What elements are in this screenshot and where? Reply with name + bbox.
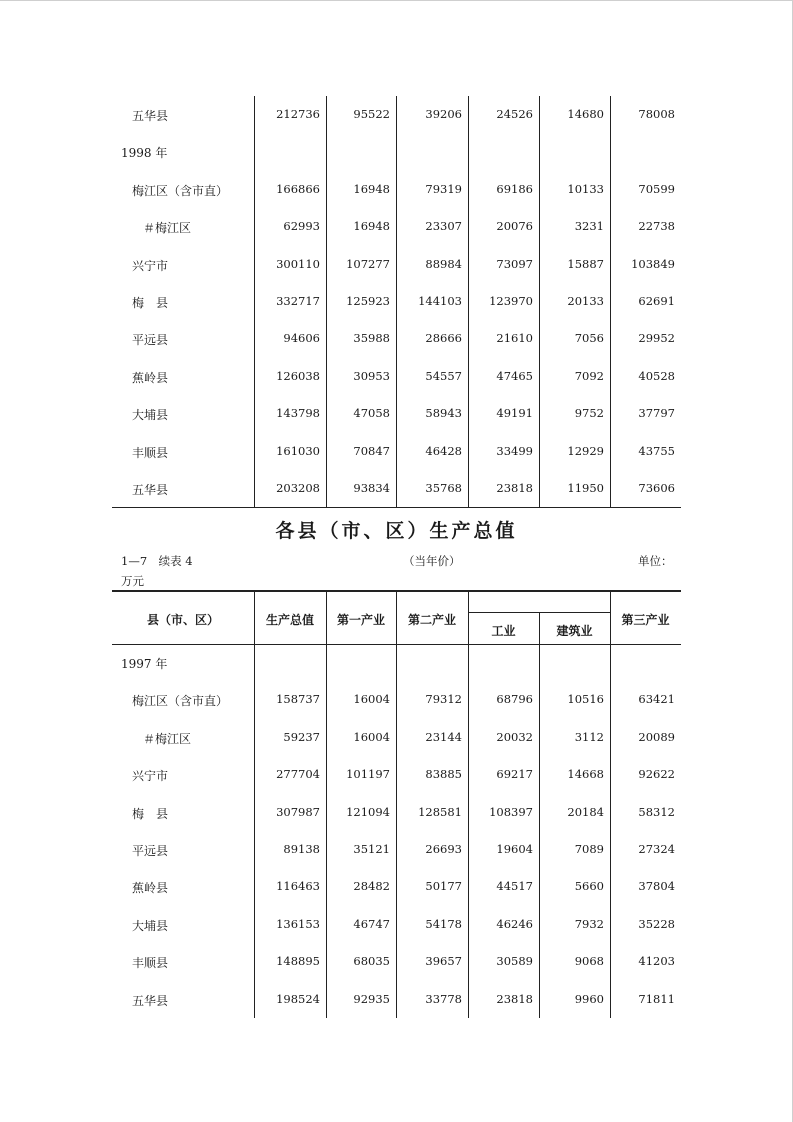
header-county: 县（市、区） — [146, 613, 219, 627]
header-primary: 第一产业 — [336, 613, 385, 627]
value-cell: 88984 — [425, 256, 462, 271]
value-cell: 16004 — [353, 729, 390, 744]
header-industry: 工业 — [491, 624, 516, 638]
value-cell: 125923 — [346, 294, 390, 308]
value-cell: 107277 — [346, 256, 390, 271]
value-cell: 46747 — [353, 916, 390, 931]
value-cell: 108397 — [489, 804, 533, 819]
value-cell: 10133 — [567, 181, 604, 196]
price-note: （当年价） — [403, 554, 461, 568]
county-name: 丰顺县 — [132, 956, 169, 971]
value-cell: 5660 — [574, 879, 604, 894]
value-cell: 94606 — [283, 331, 320, 346]
county-name: 兴宁市 — [132, 258, 169, 273]
value-cell: 71811 — [638, 991, 675, 1006]
value-cell: 44517 — [496, 879, 533, 894]
value-cell: 69217 — [496, 767, 533, 782]
value-cell: 93834 — [353, 481, 390, 495]
value-cell: 23144 — [425, 729, 462, 744]
year-label: 1998 年 — [121, 146, 168, 161]
value-cell: 68796 — [496, 692, 533, 707]
page-title: 各县（市、区）生产总值 — [275, 520, 518, 542]
value-cell: 29952 — [638, 331, 675, 346]
value-cell: 144103 — [418, 294, 462, 308]
county-name: 平远县 — [132, 844, 169, 858]
value-cell: 59237 — [283, 729, 320, 744]
value-cell: 277704 — [276, 767, 320, 782]
value-cell: 9068 — [574, 954, 604, 969]
value-cell: 23818 — [496, 481, 533, 495]
value-cell: 16948 — [353, 181, 390, 196]
value-cell: 46428 — [425, 443, 462, 458]
county-name: 蕉岭县 — [132, 370, 169, 385]
value-cell: 203208 — [276, 481, 320, 495]
value-cell: 39657 — [425, 954, 462, 969]
value-cell: 300110 — [276, 256, 320, 271]
unit-label: 单位： — [638, 554, 673, 568]
value-cell: 198524 — [276, 991, 320, 1006]
value-cell: 35988 — [353, 331, 390, 346]
unit-value: 万元 — [121, 574, 144, 588]
value-cell: 14668 — [567, 767, 604, 782]
county-name: ＃梅江区 — [143, 221, 192, 236]
value-cell: 35768 — [425, 481, 462, 495]
value-cell: 79319 — [425, 181, 462, 196]
value-cell: 16948 — [353, 219, 390, 234]
county-name: 蕉岭县 — [132, 881, 169, 896]
value-cell: 73097 — [496, 256, 533, 271]
value-cell: 62691 — [638, 294, 675, 308]
value-cell: 28666 — [425, 331, 462, 346]
county-name: 五华县 — [132, 483, 169, 497]
value-cell: 70599 — [638, 181, 675, 196]
value-cell: 89138 — [283, 842, 320, 856]
value-cell: 7089 — [574, 842, 604, 856]
value-cell: 47058 — [353, 406, 390, 421]
county-name: 梅 县 — [132, 806, 169, 821]
value-cell: 11950 — [567, 481, 604, 495]
value-cell: 15887 — [567, 256, 604, 271]
value-cell: 148895 — [276, 954, 320, 969]
value-cell: 143798 — [276, 406, 320, 421]
value-cell: 9752 — [574, 406, 604, 421]
value-cell: 43755 — [638, 443, 675, 458]
header-secondary: 第二产业 — [407, 613, 456, 627]
top-table-bottom-rule — [112, 507, 681, 508]
value-cell: 30589 — [496, 954, 533, 969]
table-id: 1—7 续表 4 — [121, 554, 193, 568]
value-cell: 332717 — [276, 294, 320, 308]
value-cell: 101197 — [346, 767, 390, 782]
value-cell: 70847 — [353, 443, 390, 458]
value-cell: 41203 — [638, 954, 675, 969]
value-cell: 7092 — [574, 368, 604, 383]
value-cell: 212736 — [276, 107, 320, 121]
value-cell: 40528 — [638, 368, 675, 383]
county-name: ＃梅江区 — [143, 731, 192, 746]
value-cell: 22738 — [638, 219, 675, 234]
value-cell: 24526 — [496, 107, 533, 121]
value-cell: 92622 — [638, 767, 675, 782]
value-cell: 69186 — [496, 181, 533, 196]
value-cell: 19604 — [496, 842, 533, 856]
value-cell: 20184 — [567, 804, 604, 819]
value-cell: 46246 — [496, 916, 533, 931]
value-cell: 47465 — [496, 368, 533, 383]
value-cell: 3231 — [574, 219, 604, 234]
value-cell: 73606 — [638, 481, 675, 495]
value-cell: 21610 — [496, 331, 533, 346]
header-tertiary: 第三产业 — [621, 613, 670, 627]
county-name: 五华县 — [132, 109, 169, 123]
page-border-top — [0, 0, 793, 1]
value-cell: 126038 — [276, 368, 320, 383]
county-name: 兴宁市 — [132, 769, 169, 784]
value-cell: 54178 — [425, 916, 462, 931]
value-cell: 33499 — [496, 443, 533, 458]
value-cell: 7056 — [574, 331, 604, 346]
value-cell: 7932 — [574, 916, 604, 931]
value-cell: 12929 — [567, 443, 604, 458]
county-name: 梅江区（含市直） — [132, 694, 229, 709]
value-cell: 50177 — [425, 879, 462, 894]
value-cell: 54557 — [425, 368, 462, 383]
county-name: 五华县 — [132, 993, 169, 1008]
value-cell: 20133 — [567, 294, 604, 308]
value-cell: 68035 — [353, 954, 390, 969]
county-name: 平远县 — [132, 333, 169, 348]
value-cell: 49191 — [496, 406, 533, 421]
value-cell: 35121 — [353, 842, 390, 856]
value-cell: 166866 — [276, 181, 320, 196]
value-cell: 161030 — [276, 443, 320, 458]
value-cell: 116463 — [276, 879, 320, 894]
value-cell: 20089 — [638, 729, 675, 744]
value-cell: 37797 — [638, 406, 675, 421]
value-cell: 136153 — [276, 916, 320, 931]
value-cell: 79312 — [425, 692, 462, 707]
value-cell: 23307 — [425, 219, 462, 234]
header-construction: 建筑业 — [556, 624, 593, 638]
value-cell: 9960 — [574, 991, 604, 1006]
header-gdp: 生产总值 — [265, 613, 314, 627]
value-cell: 123970 — [489, 294, 533, 308]
value-cell: 26693 — [425, 842, 462, 856]
value-cell: 20032 — [496, 729, 533, 744]
value-cell: 30953 — [353, 368, 390, 383]
value-cell: 33778 — [425, 991, 462, 1006]
county-name: 大埔县 — [132, 408, 169, 423]
value-cell: 35228 — [638, 916, 675, 931]
value-cell: 103849 — [631, 256, 675, 271]
value-cell: 39206 — [425, 107, 462, 121]
value-cell: 307987 — [276, 804, 320, 819]
value-cell: 16004 — [353, 692, 390, 707]
value-cell: 95522 — [353, 107, 390, 121]
value-cell: 23818 — [496, 991, 533, 1006]
value-cell: 92935 — [353, 991, 390, 1006]
county-name: 梅江区（含市直） — [132, 183, 229, 198]
year-label: 1997 年 — [121, 657, 168, 671]
value-cell: 58943 — [425, 406, 462, 421]
value-cell: 28482 — [353, 879, 390, 894]
value-cell: 10516 — [567, 692, 604, 707]
value-cell: 3112 — [574, 729, 604, 744]
value-cell: 27324 — [638, 842, 675, 856]
value-cell: 58312 — [638, 804, 675, 819]
value-cell: 83885 — [425, 767, 462, 782]
value-cell: 20076 — [496, 219, 533, 234]
value-cell: 128581 — [418, 804, 462, 819]
value-cell: 63421 — [638, 692, 675, 707]
county-name: 丰顺县 — [132, 445, 169, 460]
value-cell: 14680 — [567, 107, 604, 121]
value-cell: 78008 — [638, 107, 675, 121]
value-cell: 121094 — [346, 804, 390, 819]
county-name: 大埔县 — [132, 918, 169, 933]
value-cell: 62993 — [283, 219, 320, 234]
value-cell: 37804 — [638, 879, 675, 894]
county-name: 梅 县 — [132, 296, 169, 310]
value-cell: 158737 — [276, 692, 320, 707]
